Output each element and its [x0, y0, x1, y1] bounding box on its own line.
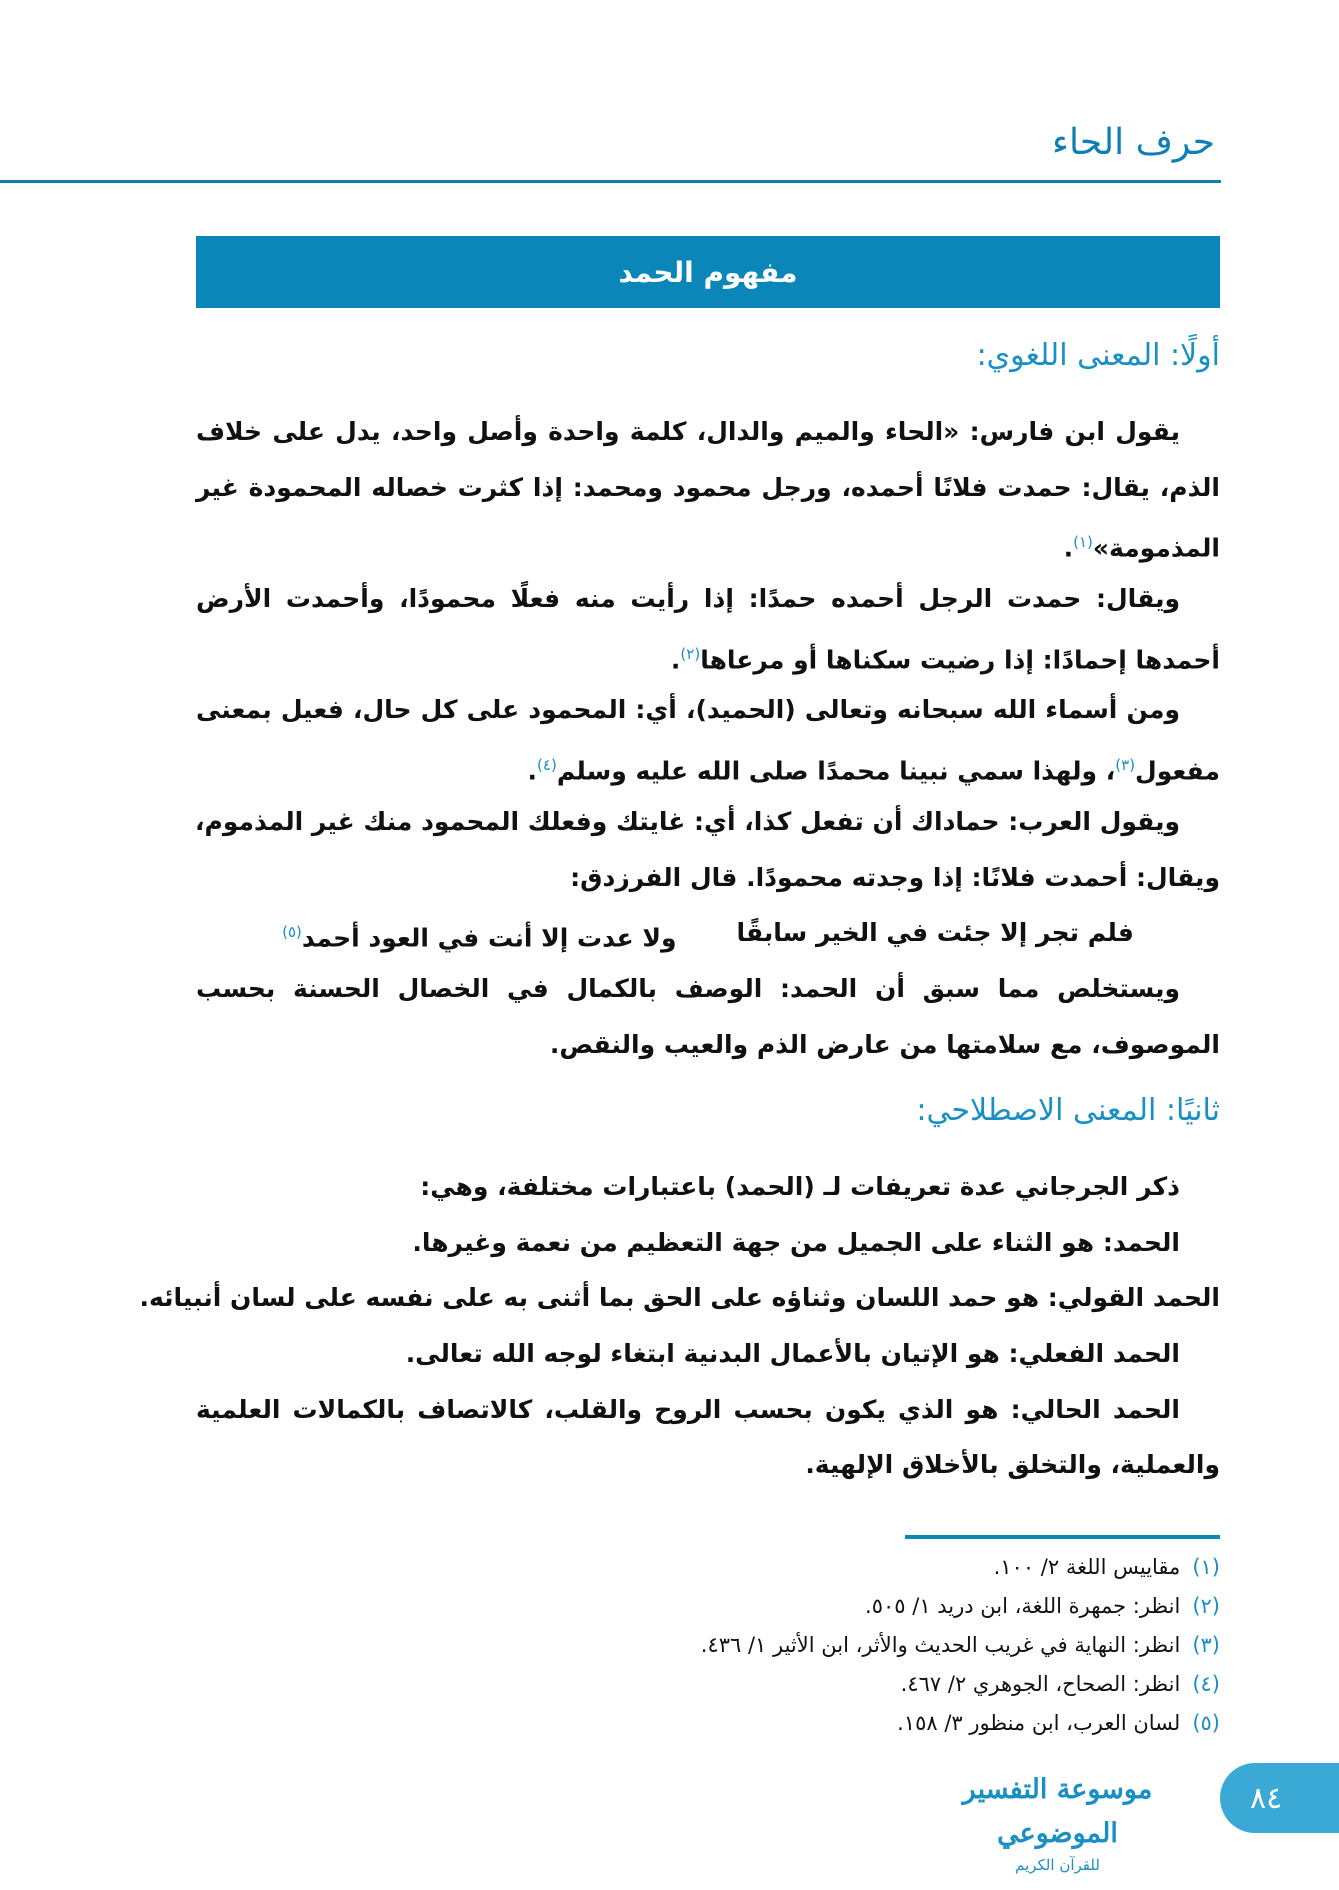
footnote-text: انظر: الصحاح، الجوهري ٢/ ٤٦٧. [900, 1672, 1181, 1696]
chapter-title: حرف الحاء [1052, 122, 1215, 163]
footnote-number: (١) [1192, 1555, 1220, 1579]
text-line [196, 515, 1220, 571]
text-span: ، ولهذا سمي نبينا محمدًا صلى الله عليه وسلم [556, 756, 1116, 786]
text-line: الحمد القولي: هو حمد اللسان وثناؤه على الحق بما أثنى به على نفسه على لسان أنبيائه. [139, 1283, 1220, 1313]
section-heading-technical: ثانيًا: المعنى الاصطلاحي: [916, 1093, 1220, 1128]
page-number-tab [1220, 1763, 1339, 1833]
technical-meaning-body [139, 1159, 1220, 1493]
text-line: يقول ابن فارس: «الحاء والميم والدال، كلمة واحدة وأصل واحد، يدل على خلاف [196, 417, 1180, 446]
text-span: المذمومة» [1092, 533, 1220, 563]
text-line: الحمد الفعلي: هو الإتيان بالأعمال البدنية ابتغاء لوجه الله تعالى. [405, 1339, 1180, 1369]
text-line: ذكر الجرجاني عدة تعريفات لـ (الحمد) باعتبارات مختلفة، وهي: [420, 1172, 1180, 1201]
text-line: الحمد الحالي: هو الذي يكون بحسب الروح والقلب، كالاتصاف بالكمالات العلمية [196, 1394, 1180, 1424]
footnote-ref[interactable]: (٤) [537, 756, 557, 775]
footnote [701, 1587, 1220, 1626]
footnotes [701, 1548, 1220, 1743]
header-divider [0, 180, 1221, 183]
text-line: والعملية، والتخلق بالأخلاق الإلهية. [805, 1450, 1220, 1480]
logo-sub-text: للقرآن الكريم [1015, 1856, 1100, 1874]
text-line: ويقول العرب: حماداك أن تفعل كذا، أي: غايتك وفعلك المحمود منك غير المذموم، [195, 806, 1180, 836]
text-line: ويقال: أحمدت فلانًا: إذا وجدته محمودًا. قال الفرزدق: [570, 862, 1220, 892]
poetry-verse [196, 905, 1220, 961]
text-line: الذم، يقال: حمدت فلانًا أحمده، ورجل محمود ومحمد: إذا كثرت خصاله المحمودة غير [196, 472, 1220, 502]
footnote-number: (٢) [1192, 1594, 1220, 1618]
logo-main-text: موسوعة التفسير الموضوعي [962, 1774, 1153, 1849]
text-line: ويستخلص مما سبق أن الحمد: الوصف بالكمال في الخصال الحسنة بحسب [196, 973, 1180, 1003]
footnote [701, 1548, 1220, 1587]
text-line: الموصوف، مع سلامتها من عارض الذم والعيب والنقص. [549, 1029, 1220, 1059]
topic-banner [196, 236, 1220, 308]
footnote-text: انظر: النهاية في غريب الحديث والأثر، ابن الأثير ١/ ٤٣٦. [700, 1633, 1181, 1657]
footnote-number: (٤) [1192, 1672, 1220, 1696]
footnote-text: انظر: جمهرة اللغة، ابن دريد ١/ ٥٠٥. [865, 1594, 1181, 1618]
verse-second-hemistich: ولا عدت إلا أنت في العود أحمد [301, 923, 677, 953]
footnote-ref[interactable]: (٣) [1115, 756, 1136, 775]
text-line: ومن أسماء الله سبحانه وتعالى (الحميد)، أي: المحمود على كل حال، فعيل بمعنى [196, 695, 1180, 725]
page-number: ٨٤ [1250, 1780, 1283, 1816]
banner-title: مفهوم الحمد [618, 255, 798, 289]
text-span: . [670, 645, 681, 675]
verse-first-hemistich: فلم تجر إلا جئت في الخير سابقًا [736, 918, 1134, 948]
footnote-number: (٥) [1192, 1711, 1220, 1735]
text-line: ويقال: حمدت الرجل أحمده حمدًا: إذا رأيت منه فعلًا محمودًا، وأحمدت الأرض [196, 584, 1180, 614]
footnote-text: مقاييس اللغة ٢/ ١٠٠. [993, 1555, 1181, 1579]
section-heading-linguistic: أولًا: المعنى اللغوي: [976, 338, 1220, 373]
footnote-ref[interactable]: (١) [1073, 533, 1093, 552]
text-span: . [1063, 533, 1074, 563]
footnote [701, 1665, 1220, 1704]
footnote-number: (٣) [1192, 1633, 1220, 1657]
text-span: . [527, 756, 538, 786]
footnote-ref[interactable]: (٥) [282, 923, 302, 942]
footnote [701, 1626, 1220, 1665]
footnote [701, 1704, 1220, 1743]
footnote-ref[interactable]: (٢) [680, 644, 701, 663]
encyclopedia-logo [935, 1768, 1180, 1874]
text-line [196, 738, 1220, 794]
text-line [196, 627, 1220, 683]
linguistic-meaning-body [196, 404, 1220, 1072]
text-span: مفعول [1135, 756, 1220, 786]
verse-second-hemistich-wrap [282, 905, 676, 961]
footnote-text: لسان العرب، ابن منظور ٣/ ١٥٨. [897, 1711, 1181, 1735]
footnotes-divider [905, 1535, 1220, 1539]
text-span: أحمدها إحمادًا: إذا رضيت سكناها أو مرعاها [700, 645, 1220, 675]
text-line: الحمد: هو الثناء على الجميل من جهة التعظيم من نعمة وغيرها. [412, 1227, 1180, 1257]
